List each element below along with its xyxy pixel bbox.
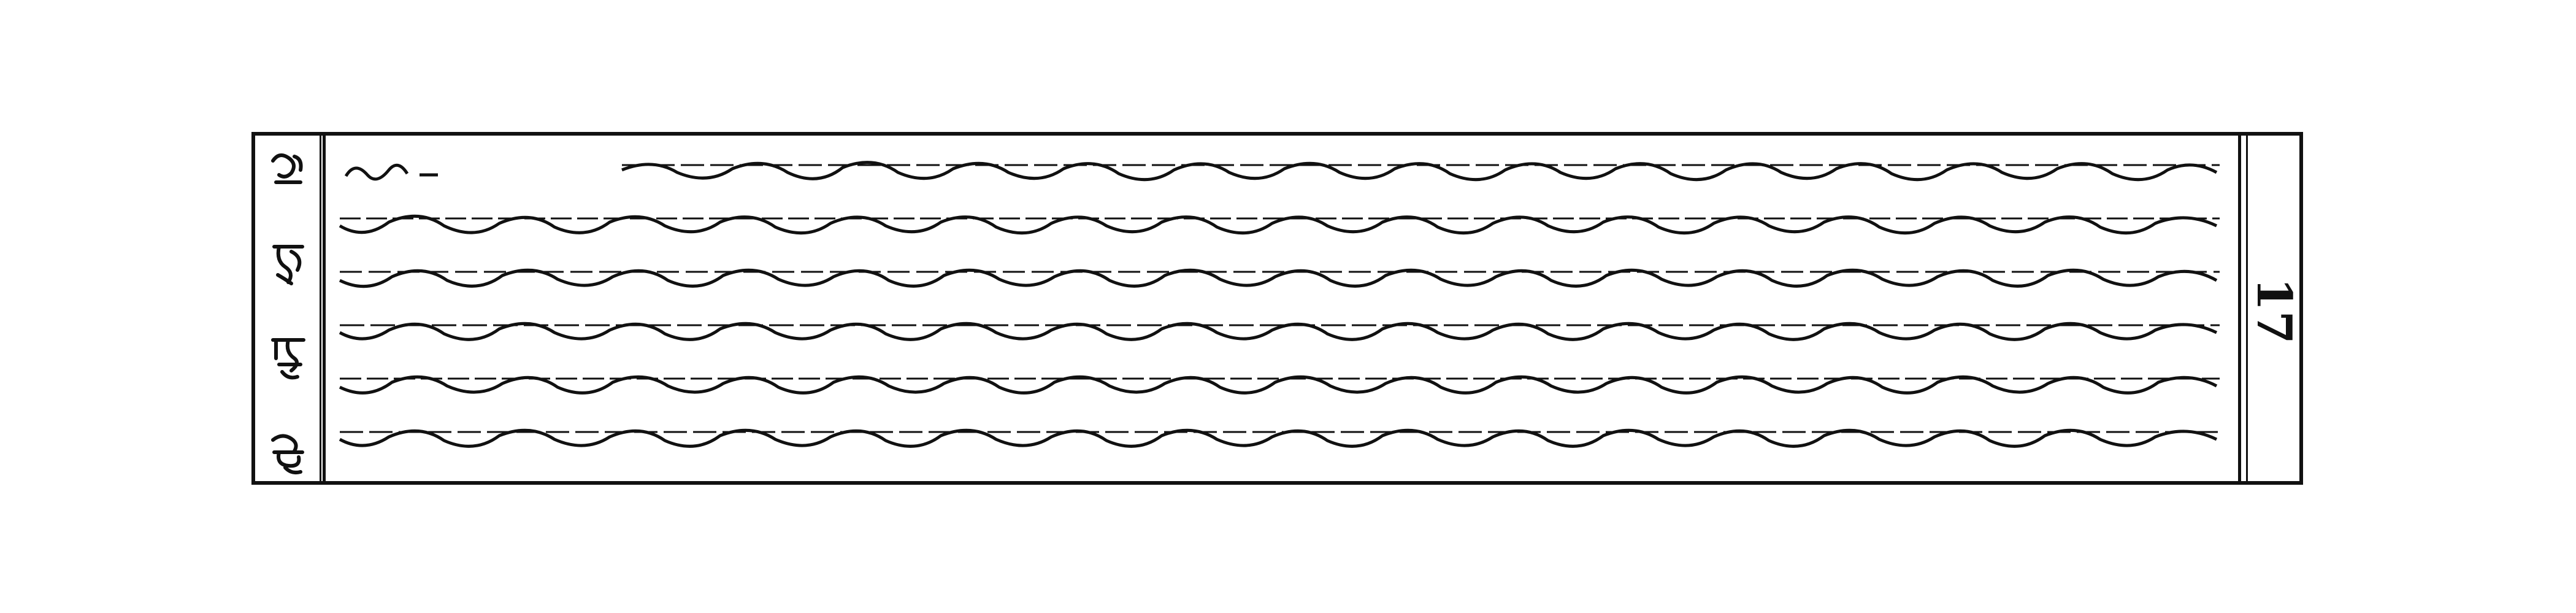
folio-number [2245, 264, 2302, 357]
pecha-folio [251, 132, 2303, 485]
text-line-6 [334, 418, 2229, 461]
margin-glyph-4 [267, 428, 310, 477]
text-block [334, 147, 2229, 475]
margin-glyph-3 [267, 334, 310, 383]
text-line-1 [334, 152, 2229, 195]
margin-title-glyphs [259, 145, 317, 477]
folio-number-text: 17 [2245, 277, 2302, 344]
text-line-2 [334, 205, 2229, 248]
text-line-3 [334, 258, 2229, 301]
left-margin [255, 136, 326, 481]
text-line-4 [334, 312, 2229, 355]
margin-glyph-2 [267, 239, 310, 288]
right-margin [2238, 136, 2302, 481]
text-line-5 [334, 365, 2229, 408]
margin-glyph-1 [267, 145, 310, 195]
left-margin-rule [320, 136, 321, 481]
